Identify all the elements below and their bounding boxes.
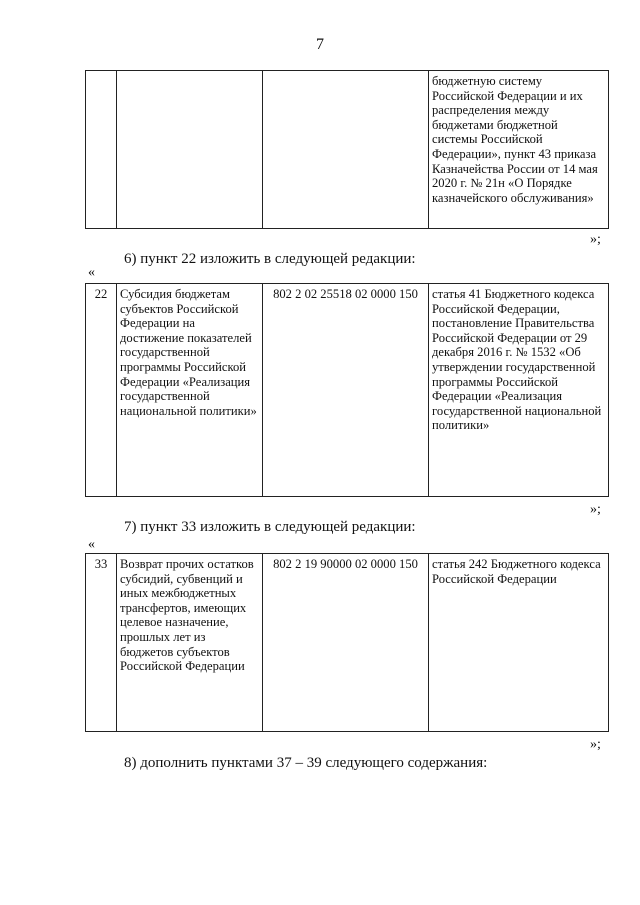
row-number-cell: 22 bbox=[86, 284, 117, 497]
row-basis-cell: статья 41 Бюджетного кодекса Российской Федерации, постановление Правительства Российской Федерации от 29 декабря 2016 г. № 1532 «Об утверждении государственной программы Российской Федерации «Реализация государственной национальной политики» bbox=[429, 284, 609, 497]
row-name-cell: Возврат прочих остатков субсидий, субвенций и иных межбюджетных трансфертов, имеющих целевое назначение, прошлых лет из бюджетов субъектов Российской Федерации bbox=[117, 554, 263, 732]
page-number: 7 bbox=[316, 36, 324, 53]
closing-quote: »; bbox=[590, 737, 601, 752]
row-number-cell: 33 bbox=[86, 554, 117, 732]
opening-quote: « bbox=[88, 537, 95, 552]
table-row bbox=[86, 554, 609, 732]
opening-quote: « bbox=[88, 265, 95, 280]
row-number-cell bbox=[86, 71, 117, 229]
row-code-cell: 802 2 02 25518 02 0000 150 bbox=[263, 284, 429, 497]
item-33-table bbox=[85, 553, 609, 732]
row-basis-cell: бюджетную систему Российской Федерации и их распределения между бюджетами бюджетной системы Российской Федерации», пункт 43 приказа Казначейства России от 14 мая 2020 г. № 21н «О Порядке казначейского обслуживания» bbox=[429, 71, 609, 229]
row-code-cell bbox=[263, 71, 429, 229]
item-22-table bbox=[85, 283, 609, 497]
item-7-text: 7) пункт 33 изложить в следующей редакции: bbox=[124, 519, 416, 535]
row-name-cell bbox=[117, 71, 263, 229]
row-basis-cell: статья 242 Бюджетного кодекса Российской Федерации bbox=[429, 554, 609, 732]
closing-quote: »; bbox=[590, 232, 601, 247]
row-code-cell: 802 2 19 90000 02 0000 150 bbox=[263, 554, 429, 732]
continuation-table bbox=[85, 70, 609, 229]
item-6-text: 6) пункт 22 изложить в следующей редакции: bbox=[124, 251, 416, 267]
table-row bbox=[86, 284, 609, 497]
item-8-text: 8) дополнить пунктами 37 – 39 следующего содержания: bbox=[124, 755, 488, 771]
row-name-cell: Субсидия бюджетам субъектов Российской Федерации на достижение показателей государственной программы Российской Федерации «Реализация государственной национальной политики» bbox=[117, 284, 263, 497]
table-row bbox=[86, 71, 609, 229]
closing-quote: »; bbox=[590, 502, 601, 517]
